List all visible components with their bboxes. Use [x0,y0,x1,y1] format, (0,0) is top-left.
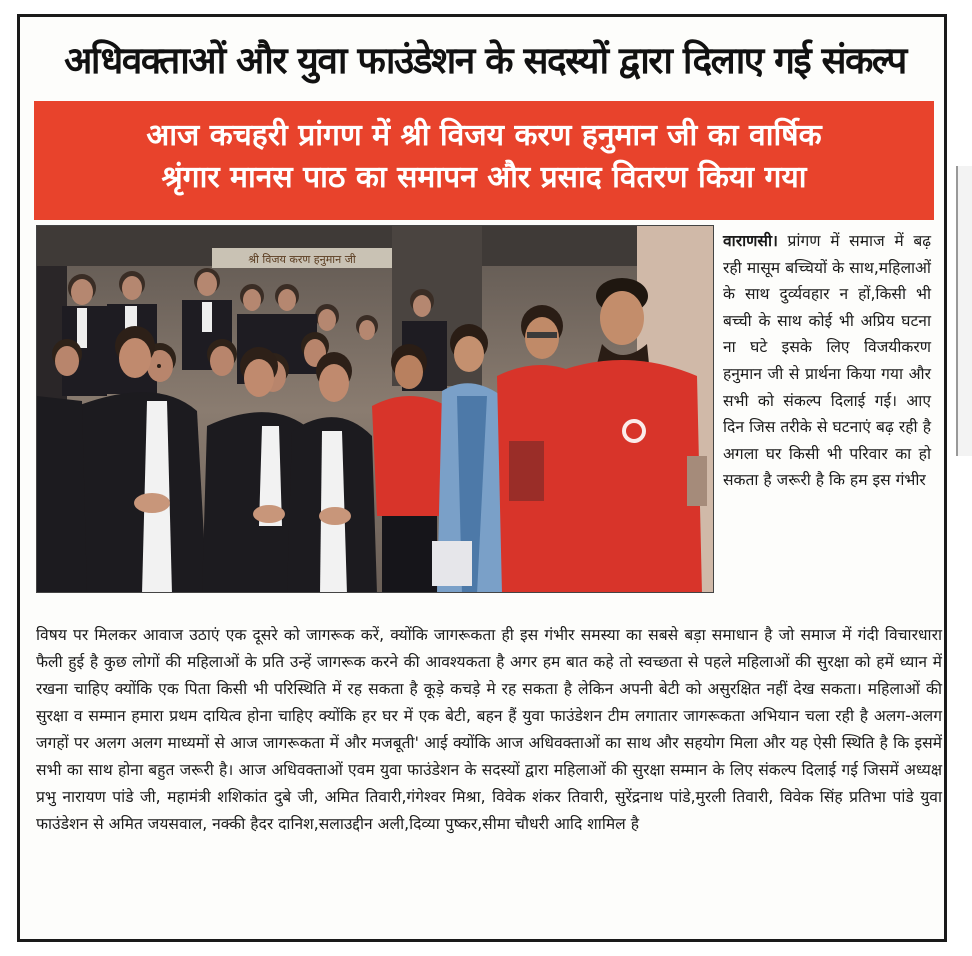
headline: अधिवक्ताओं और युवा फाउंडेशन के सदस्यों द्वारा दिलाए गई संकल्प [64,39,906,82]
subheadline-line-2: श्रृंगार मानस पाठ का समापन और प्रसाद वितरण किया गया [161,160,807,195]
group-photo-icon [37,226,714,593]
group-photo [36,225,714,593]
subheadline-banner [34,101,934,220]
article-body: विषय पर मिलकर आवाज उठाएं एक दूसरे को जागरूक करें, क्योंकि जागरूकता ही इस गंभीर समस्या का सबसे बड़ा समाधान है जो समाज में गंदी विचारधारा फैली हुई है कुछ लोगों की महिलाओं के प्रति उन्हें जागरूक करने की आवश्यकता है अगर हम बात कहे तो स्वच्छता से पहले महिलाओं की सुरक्षा को हमें ध्यान में रखना चाहिए क्योंकि एक पिता किसी भी परिस्थिति में रह सकता है कूड़े कचड़े मे रह सकता है लेकिन अपनी बेटी को असुरक्षित नहीं देख सकता। महिलाओं की सुरक्षा व सम्मान हमारा प्रथम दायित्व होना चाहिए क्योंकि हर घर में एक बेटी, बहन हैं युवा फाउंडेशन टीम लगातार जागरूकता अभियान चला रही है अलग-अलग जगहों पर अलग अलग माध्यमों से आज जागरूकता में और मजबूती' आई क्योंकि आज अधिवक्ताओं का साथ और सहयोग मिला और यह ऐसी स्थिति है कि इसमें सभी का साथ होना बहुत जरूरी है। आज अधिवक्ताओं एवम युवा फाउंडेशन के सदस्यों द्वारा महिलाओं की सुरक्षा सम्मान के लिए संकल्प दिलाई गई जिसमें अध्यक्ष प्रभु नारायण पांडे जी, महामंत्री शशिकांत दुबे जी, अमित तिवारी,गंगेश्वर मिश्रा, विवेक शंकर तिवारी, सुरेंद्रनाथ पांडे,मुरली तिवारी, विवेक सिंह प्रतिभा पांडे युवा फाउंडेशन से अमित जयसवाल, नक्की हैदर दानिश,सलाउद्दीन अली,दिव्या पुष्कर,सीमा चौधरी आदि शामिल है [36,626,942,833]
column-body: प्रांगण में समाज में बढ़ रही मासूम बच्चियों के साथ,महिलाओं के साथ दुर्व्यवहार न हों,किसी भी बच्ची के साथ कोई भी अप्रिय घटना ना घटे इसके लिए विजयीकरण हनुमान जी से प्रार्थना किया गया और सभी को संकल्प दिलाई गई। आए दिन जिस तरीके से घटनाएं बढ़ रही है अगला घर किसी भी परिवार का हो सकता है जरूरी है कि हम इस गंभीर [723,232,931,490]
subheadline-line-1: आज कचहरी प्रांगण में श्री विजय करण हनुमान जी का वार्षिक [146,118,822,153]
photo-banner-text: श्री विजय करण हनुमान जी [248,253,356,266]
dateline: वाराणसी। [723,232,778,250]
first-column-text [723,228,931,494]
adjacent-page-edge [956,166,972,456]
